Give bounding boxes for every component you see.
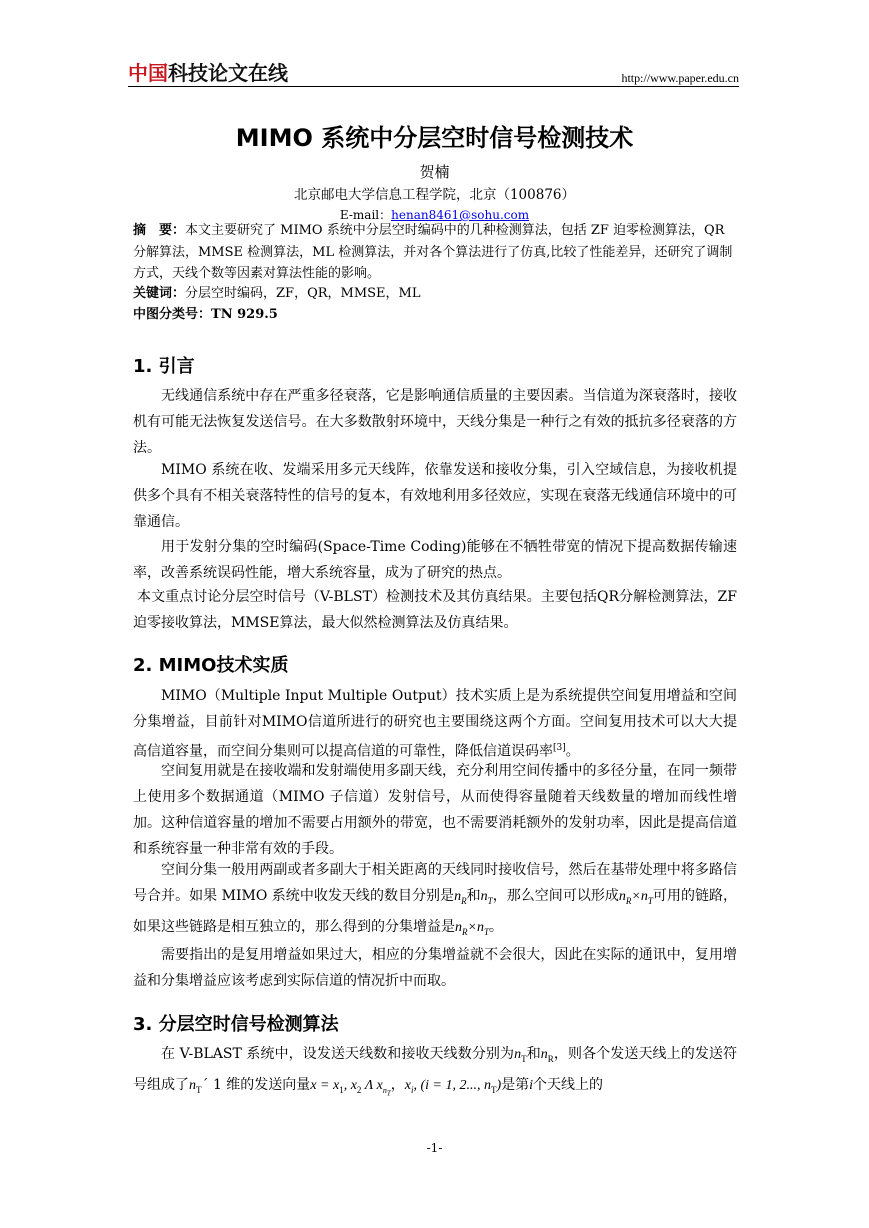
section-1-para-4: 本文重点讨论分层空时信号（V-BLST）检测技术及其仿真结果。主要包括QR分解检测算法，ZF迫零接收算法，MMSE算法，最大似然检测算法及仿真结果。 [133,589,737,631]
keywords-text: 分层空时编码，ZF，QR，MMSE，ML [185,286,421,301]
section-2-para-2: 空间复用就是在接收端和发射端使用多副天线，充分利用空间传播中的多径分量，在同一频带上使用多个数据通道（MIMO 子信道）发射信号，从而使得容量随着天线数量的增加而线性增加。这种信道容量的增加不需要占用额外的带宽，也不需要消耗额外的发射功率，因此是提高信道和系统容量一种非常有效的手段。 [133,763,737,857]
math-i: i [529,1077,534,1093]
keywords-label: 关键词： [133,286,186,301]
classification-label: 中图分类号： [133,307,212,322]
abstract-text: 本文主要研究了 MIMO 系统中分层空时编码中的几种检测算法，包括 ZF 迫零检测算法，QR 分解算法，MMSE 检测算法，ML 检测算法，并对各个算法进行了仿真,比较了性能差异，还研究了调制方式，天线个数等因素对算法性能的影响。 [133,223,733,281]
math-nR-times-nT: $n_R\times n_T$ [618,889,653,906]
section-2-para-1 [133,683,737,765]
comma: ， [390,1076,405,1093]
section-2-para-3-c: 可用的链路，如果这些链路是相互独立的，那么得到的分集增益是 [133,888,738,935]
section-2-title: 2. MIMO技术实质 [133,655,289,676]
logo-black-text: 科技论文在线 [168,61,288,85]
classification-number [133,303,278,322]
header-divider [128,86,739,87]
paper-affiliation: 北京邮电大学信息工程学院，北京（100876） [293,187,576,203]
section-3-title: 3. 分层空时信号检测算法 [133,1014,339,1035]
paper-title: MIMO 系统中分层空时信号检测技术 [235,124,634,152]
section-2-para-1-text: MIMO（Multiple Input Multiple Output）技术实质上是为系统提供空间复用增益和空间分集增益，目前针对MIMO信道所进行的研究也主要围绕这两个方面。空间复用技术可以大大提高信道容量，而空间分集则可以提高信道的可靠性，降低信道误码率 [133,688,737,760]
email-link[interactable]: henan8461@sohu.com [391,208,530,222]
section-3-para-1-a: 在 V-BLAST 系统中，设发送天线数和接收天线数分别为 [161,1046,515,1062]
classification-value: TN 929.5 [211,307,278,322]
citation-ref[interactable]: [3] [553,743,566,753]
site-logo [128,62,288,84]
section-1-para-2: MIMO 系统在收、发端采用多元天线阵，依靠发送和接收分集，引入空域信息，为接收机提供多个具有不相关衰落特性的信号的复本，有效地利用多径效应，实现在衰落无线通信环境中的可靠通信。 [133,462,737,530]
math-nT-dim: $n_T$ [189,1077,202,1095]
abstract-label: 摘 要： [133,223,186,238]
math-diversity-gain: $n_R\times n_T$ [455,919,489,937]
email-label: E-mail： [339,208,392,222]
math-xi-range: $x_i$, (i = 1, 2..., $n_T$) [404,1077,502,1095]
paper-author: 贺楠 [419,163,450,181]
math-nR: $n_R$ [454,889,467,906]
section-2-para-4: 需要指出的是复用增益如果过大，相应的分集增益就不会很大，因此在实际的通讯中，复用增益和分集增益应该考虑到实际信道的情况折中而取。 [133,947,737,989]
section-2-para-3-a: 空间分集一般用两副或者多副大于相关距离的天线同时接收信号，然后在基带处理中将多路信号合并。如果 MIMO 系统中收发天线的数目分别是 [133,862,737,904]
section-1-para-3: 用于发射分集的空时编码(Space-Time Coding)能够在不牺牲带宽的情况下提高数据传输速率，改善系统误码性能，增大系统容量，成为了研究的热点。 [133,539,737,581]
section-3-para-1-c: ，则各个发送天线上的发送符号组成了 [133,1046,738,1093]
section-2-para-1-end: 。 [565,743,580,760]
section-3-para-1-j: 个天线上的 [533,1076,604,1093]
section-1-title: 1. 引言 [133,356,195,377]
math-send-vector: $x = x_1$, $x_2$ Λ $x_{n_T}$ [310,1077,391,1098]
page-number: -1- [426,1141,443,1155]
section-3-para-1-d: ´ 1 维的发送向量 [201,1076,311,1093]
keywords [133,282,420,301]
section-3-para-1 [133,1041,737,1106]
math-nT-s3: $n_T$ [514,1047,527,1064]
logo-red-text: 中国 [128,61,168,85]
header-url[interactable]: http://www.paper.edu.cn [621,71,739,85]
section-2-para-3-d: 。 [488,918,503,935]
math-nT: $n_T$ [480,889,493,906]
section-1-para-1: 无线通信系统中存在严重多径衰落，它是影响通信质量的主要因素。当信道为深衰落时，接收机有可能无法恢复发送信号。在大多数散射环境中，天线分集是一种行之有效的抵抗多径衰落的方法。 [133,388,737,456]
and-text-s3: 和 [526,1046,541,1062]
section-3-para-1-i: 是第 [501,1076,530,1093]
section-2-para-3-b: ，那么空间可以形成 [492,888,619,904]
section-2-para-3 [133,857,737,945]
math-nR-s3: $n_R$ [540,1047,554,1064]
abstract [133,220,737,285]
and-text: 和 [466,888,481,904]
